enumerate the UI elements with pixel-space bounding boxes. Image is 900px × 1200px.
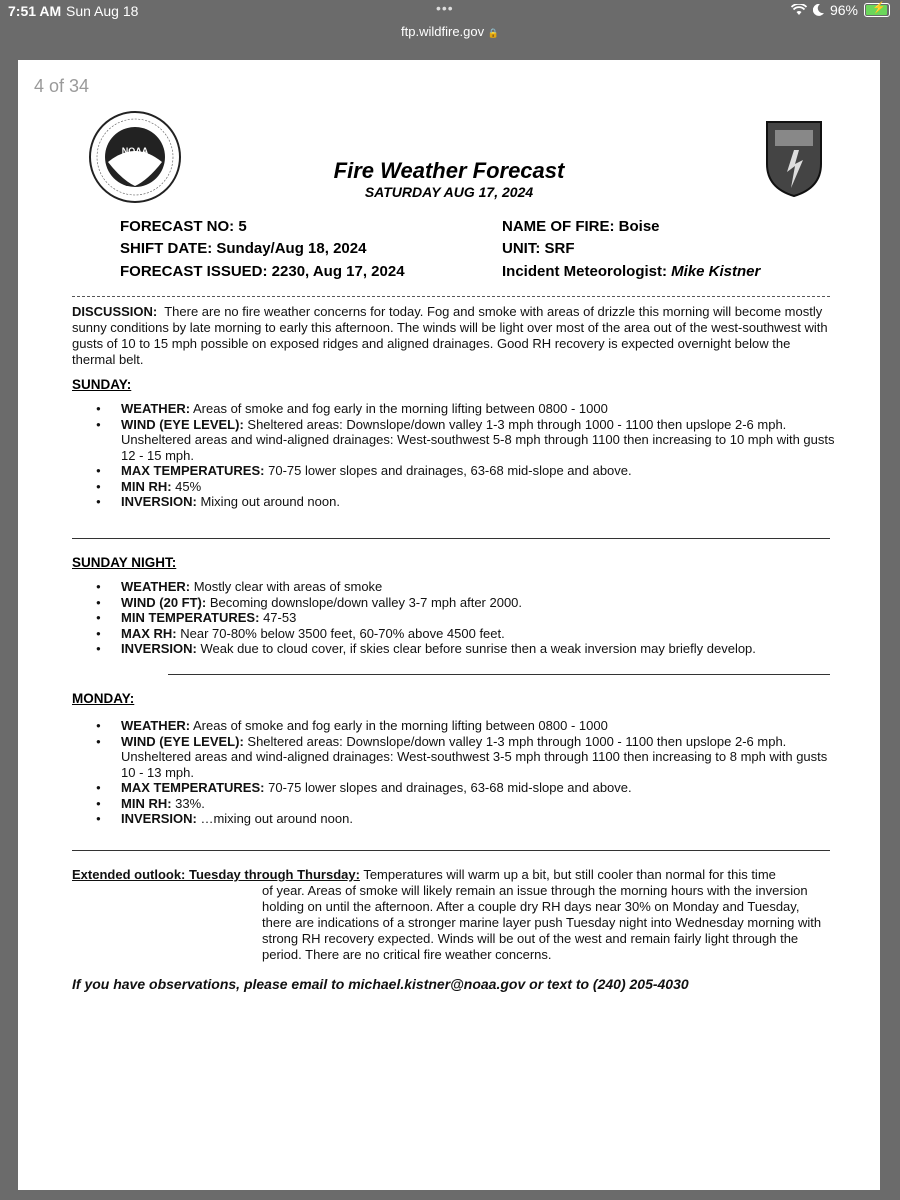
divider bbox=[72, 538, 830, 539]
item-text: Mostly clear with areas of smoke bbox=[193, 579, 383, 594]
item-text: Areas of smoke and fog early in the morning lifting between 0800 - 1000 bbox=[193, 718, 608, 733]
item-label: WIND (EYE LEVEL): bbox=[121, 733, 244, 749]
doc-title: Fire Weather Forecast bbox=[333, 158, 565, 183]
discussion-text: There are no fire weather concerns for today. Fog and smoke with areas of drizzle this morning will become mostly sunny conditions by late morning to early this afternoon. The winds will be light over most of the area out of the west-southwest with gusts of 10 to 15 mph possible on exposed ridges and aligned drainages. Good RH recovery is expected overnight below the thermal belt. bbox=[72, 304, 828, 367]
list-item bbox=[96, 796, 836, 812]
sunday-night-heading: SUNDAY NIGHT: bbox=[72, 555, 177, 570]
divider bbox=[72, 296, 830, 297]
page-counter: 4 of 34 bbox=[34, 76, 90, 96]
list-item bbox=[96, 479, 836, 495]
item-text: Mixing out around noon. bbox=[200, 494, 340, 509]
item-label: WIND (EYE LEVEL): bbox=[121, 416, 244, 432]
fire-name: NAME OF FIRE: Boise bbox=[502, 218, 660, 235]
item-label: WEATHER: bbox=[121, 718, 191, 733]
item-text: Sheltered areas: Downslope/down valley 1-3 mph through 1000 - 1100 then upslope 2-6 mph. Unsheltered areas and wind-aligned drainages: West-southwest 5-8 mph through 1100 then increasing to 10 mph with gusts 12 - 15 mph. bbox=[121, 416, 835, 463]
status-time: 7:51 AM bbox=[8, 3, 62, 19]
sunday-list bbox=[96, 401, 836, 510]
list-item bbox=[96, 718, 836, 734]
divider bbox=[168, 674, 830, 675]
url-bar[interactable] bbox=[0, 22, 900, 44]
item-label: MIN TEMPERATURES: bbox=[121, 610, 260, 625]
list-item bbox=[96, 811, 836, 827]
extended-first-line: Temperatures will warm up a bit, but still cooler than normal for this time bbox=[363, 867, 776, 882]
forecast-no: FORECAST NO: 5 bbox=[120, 218, 247, 235]
shift-date: SHIFT DATE: Sunday/Aug 18, 2024 bbox=[120, 240, 367, 257]
list-item bbox=[96, 626, 836, 642]
monday-heading: MONDAY: bbox=[72, 691, 135, 706]
lock-icon: 🔒 bbox=[487, 28, 499, 38]
status-bar bbox=[0, 0, 900, 22]
item-label: MAX TEMPERATURES: bbox=[121, 463, 265, 478]
item-text: 70-75 lower slopes and drainages, 63-68 mid-slope and above. bbox=[268, 463, 632, 478]
list-item bbox=[96, 401, 836, 417]
item-label: WEATHER: bbox=[121, 579, 191, 594]
document-page[interactable] bbox=[18, 60, 880, 1190]
contact-footer: If you have observations, please email to michael.kistner@noaa.gov or text to (240) 205-4030 bbox=[72, 976, 689, 992]
item-label: MAX RH: bbox=[121, 625, 177, 641]
list-item bbox=[96, 579, 836, 595]
item-text: Near 70-80% below 3500 feet, 60-70% above 4500 feet. bbox=[180, 625, 505, 641]
item-label: INVERSION: bbox=[121, 811, 197, 826]
list-item bbox=[96, 463, 836, 479]
monday-list bbox=[96, 718, 836, 827]
discussion-label: DISCUSSION: bbox=[72, 304, 158, 319]
discussion bbox=[72, 304, 832, 368]
item-label: INVERSION: bbox=[121, 494, 197, 509]
battery-percent: 96% bbox=[829, 2, 858, 18]
list-item bbox=[96, 595, 836, 611]
item-label: INVERSION: bbox=[121, 641, 197, 656]
status-date: Sun Aug 18 bbox=[66, 3, 139, 19]
svg-text:NOAA: NOAA bbox=[121, 146, 149, 156]
extended-label: Extended outlook: Tuesday through Thursday: bbox=[72, 867, 360, 882]
sunday-night-list bbox=[96, 579, 836, 657]
meteorologist-label: Incident Meteorologist: bbox=[502, 263, 672, 280]
item-text: Becoming downslope/down valley 3-7 mph after 2000. bbox=[209, 594, 523, 610]
list-item bbox=[96, 734, 836, 781]
forecast-issued: FORECAST ISSUED: 2230, Aug 17, 2024 bbox=[120, 263, 405, 280]
list-item bbox=[96, 494, 836, 510]
moon-icon bbox=[813, 4, 824, 16]
item-text: 45% bbox=[175, 478, 202, 494]
item-label: MIN RH: bbox=[121, 795, 172, 811]
item-text: 47-53 bbox=[263, 610, 297, 625]
divider bbox=[72, 850, 830, 851]
list-item bbox=[96, 610, 836, 626]
list-item bbox=[96, 780, 836, 796]
item-text: Sheltered areas: Downslope/down valley 1-3 mph through 1000 - 1100 then upslope 2-6 mph. Unsheltered areas and wind-aligned drainages: West-southwest 3-5 mph through 1100 then increasing to 8 mph with gusts 10 - 13 mph. bbox=[121, 733, 828, 780]
list-item bbox=[96, 641, 836, 657]
status-indicators bbox=[791, 2, 890, 18]
sunday-heading: SUNDAY: bbox=[72, 377, 132, 392]
meteorologist-name: Mike Kistner bbox=[671, 263, 761, 280]
list-item bbox=[96, 417, 836, 464]
battery-icon: ⚡ bbox=[864, 3, 890, 17]
item-text: Weak due to cloud cover, if skies clear before sunrise then a weak inversion may briefly develop. bbox=[200, 641, 756, 656]
item-text: …mixing out around noon. bbox=[200, 811, 353, 826]
item-text: 70-75 lower slopes and drainages, 63-68 mid-slope and above. bbox=[268, 780, 632, 795]
item-label: MIN RH: bbox=[121, 478, 172, 494]
item-text: 33%. bbox=[175, 795, 205, 811]
extended-outlook bbox=[72, 867, 832, 963]
url-text[interactable]: ftp.wildfire.gov bbox=[401, 24, 485, 39]
item-text: Areas of smoke and fog early in the morning lifting between 0800 - 1000 bbox=[193, 401, 608, 416]
extended-text: of year. Areas of smoke will likely remain an issue through the morning hours with the inversion holding on until the afternoon. After a couple dry RH days near 30% on Monday and Tuesday, there are indications of a stronger marine layer push Tuesday night into Wednesday morning with strong RH recovery expected. Winds will be out of the west and remain fairly light through the period. There are no critical fire weather concerns. bbox=[262, 883, 822, 962]
meteorologist bbox=[502, 263, 760, 280]
multitasking-dots-icon[interactable]: ••• bbox=[436, 0, 454, 16]
doc-subtitle: SATURDAY AUG 17, 2024 bbox=[364, 184, 534, 200]
fire-unit: UNIT: SRF bbox=[502, 240, 575, 257]
item-label: WIND (20 FT): bbox=[121, 594, 207, 610]
item-label: WEATHER: bbox=[121, 401, 191, 416]
wifi-icon bbox=[791, 4, 807, 16]
item-label: MAX TEMPERATURES: bbox=[121, 780, 265, 795]
